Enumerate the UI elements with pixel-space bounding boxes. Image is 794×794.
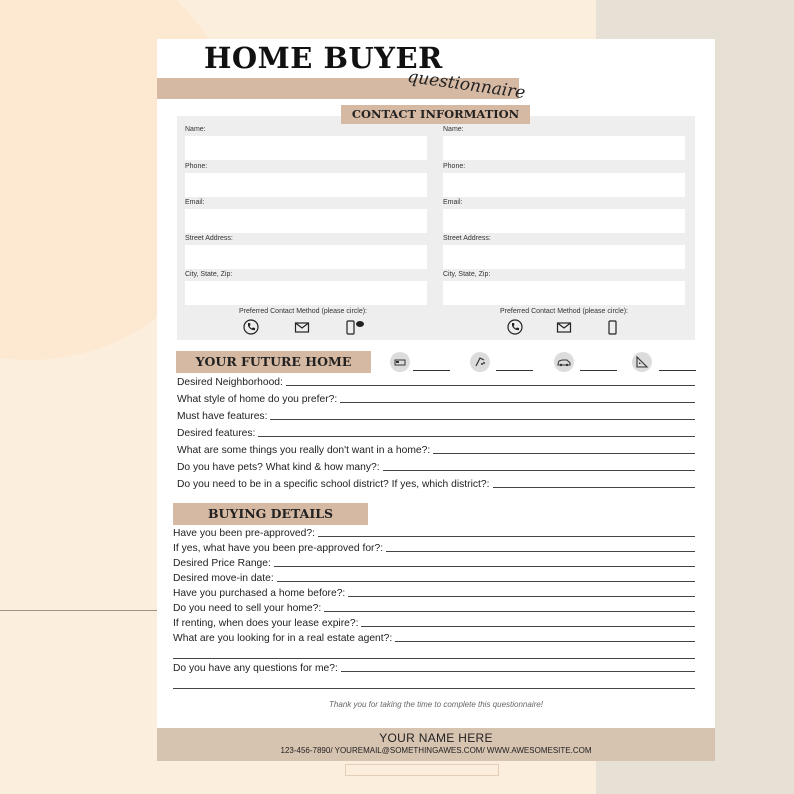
square-feet-line[interactable] [659,370,696,371]
question-label: What are some things you really don't want in a home?: [177,445,431,456]
bathrooms-line[interactable] [496,370,533,371]
answer-line[interactable] [173,688,695,689]
question-label: Desired features: [177,428,256,439]
ruler-icon [632,352,652,372]
question-label: What are you looking for in a real estate agent?: [173,633,393,644]
question-label: Do you need to sell your home?: [173,603,322,614]
preferred-contact-label: Preferred Contact Method (please circle): [500,308,628,315]
shower-icon [470,352,490,372]
background-card-edge [345,764,499,776]
envelope-icon[interactable] [556,319,572,335]
city-state-zip-field[interactable] [443,281,685,305]
question-row[interactable] [173,573,695,584]
bedrooms-line[interactable] [413,370,450,371]
buying-details-heading: BUYING DETAILS [173,503,368,525]
question-label: What style of home do you prefer?: [177,394,338,405]
question-label: Desired move-in date: [173,573,274,584]
question-row[interactable] [173,528,695,539]
question-label: Do you have pets? What kind & how many?: [177,462,380,473]
field-label: City, State, Zip: [185,271,233,278]
question-label: Must have features: [177,411,268,422]
question-row[interactable] [177,479,695,490]
preferred-contact-label: Preferred Contact Method (please circle): [239,308,367,315]
answer-line[interactable] [173,658,695,659]
street-address-field[interactable] [443,245,685,269]
phone-icon[interactable] [507,319,523,335]
question-label: Do you have any questions for me?: [173,663,338,674]
future-home-heading: YOUR FUTURE HOME [176,351,371,373]
email-field[interactable] [185,209,427,233]
field-label: City, State, Zip: [443,271,491,278]
field-label: Phone: [185,163,208,170]
garage-line[interactable] [580,370,617,371]
field-label: Street Address: [443,235,491,242]
question-row[interactable] [177,394,695,405]
thank-you-note: Thank you for taking the time to complete this questionnaire! [329,700,543,709]
questionnaire-sheet [157,39,715,761]
question-label: Do you need to be in a specific school district? If yes, which district?: [177,479,490,490]
question-row[interactable] [177,377,695,388]
field-label: Name: [185,126,206,133]
field-label: Street Address: [185,235,233,242]
question-row[interactable] [173,663,695,674]
question-row[interactable] [173,558,695,569]
contact-box [177,116,695,340]
car-icon [554,352,574,372]
agent-name: YOUR NAME HERE [379,731,493,745]
question-row[interactable] [177,445,695,456]
page-subtitle: questionnaire [406,66,527,104]
question-row[interactable] [173,543,695,554]
question-row[interactable] [173,618,695,629]
footer [157,728,715,761]
question-label: Have you been pre-approved?: [173,528,315,539]
question-row[interactable] [173,603,695,614]
phone-field[interactable] [443,173,685,197]
email-field[interactable] [443,209,685,233]
mobile-message-icon[interactable] [345,319,361,335]
question-label: Desired Price Range: [173,558,271,569]
question-row[interactable] [173,588,695,599]
field-label: Phone: [443,163,466,170]
field-label: Name: [443,126,464,133]
question-row[interactable] [177,462,695,473]
name-field[interactable] [185,136,427,160]
contact-heading: CONTACT INFORMATION [341,105,530,124]
field-label: Email: [443,199,463,206]
question-label: If renting, when does your lease expire?: [173,618,359,629]
mobile-icon[interactable] [604,319,620,335]
page-title: HOME BUYER [204,41,443,75]
question-row[interactable] [177,411,695,422]
city-state-zip-field[interactable] [185,281,427,305]
envelope-icon[interactable] [294,319,310,335]
field-label: Email: [185,199,205,206]
agent-contact-info: 123-456-7890/ YOUREMAIL@SOMETHINGAWES.COM/ WWW.AWESOMESITE.COM [280,746,592,755]
name-field[interactable] [443,136,685,160]
background-line [0,610,160,611]
question-label: Desired Neighborhood: [177,377,283,388]
bed-icon [390,352,410,372]
question-label: Have you purchased a home before?: [173,588,346,599]
question-label: If yes, what have you been pre-approved for?: [173,543,384,554]
question-row[interactable] [173,633,695,644]
phone-field[interactable] [185,173,427,197]
street-address-field[interactable] [185,245,427,269]
question-row[interactable] [177,428,695,439]
phone-icon[interactable] [243,319,259,335]
